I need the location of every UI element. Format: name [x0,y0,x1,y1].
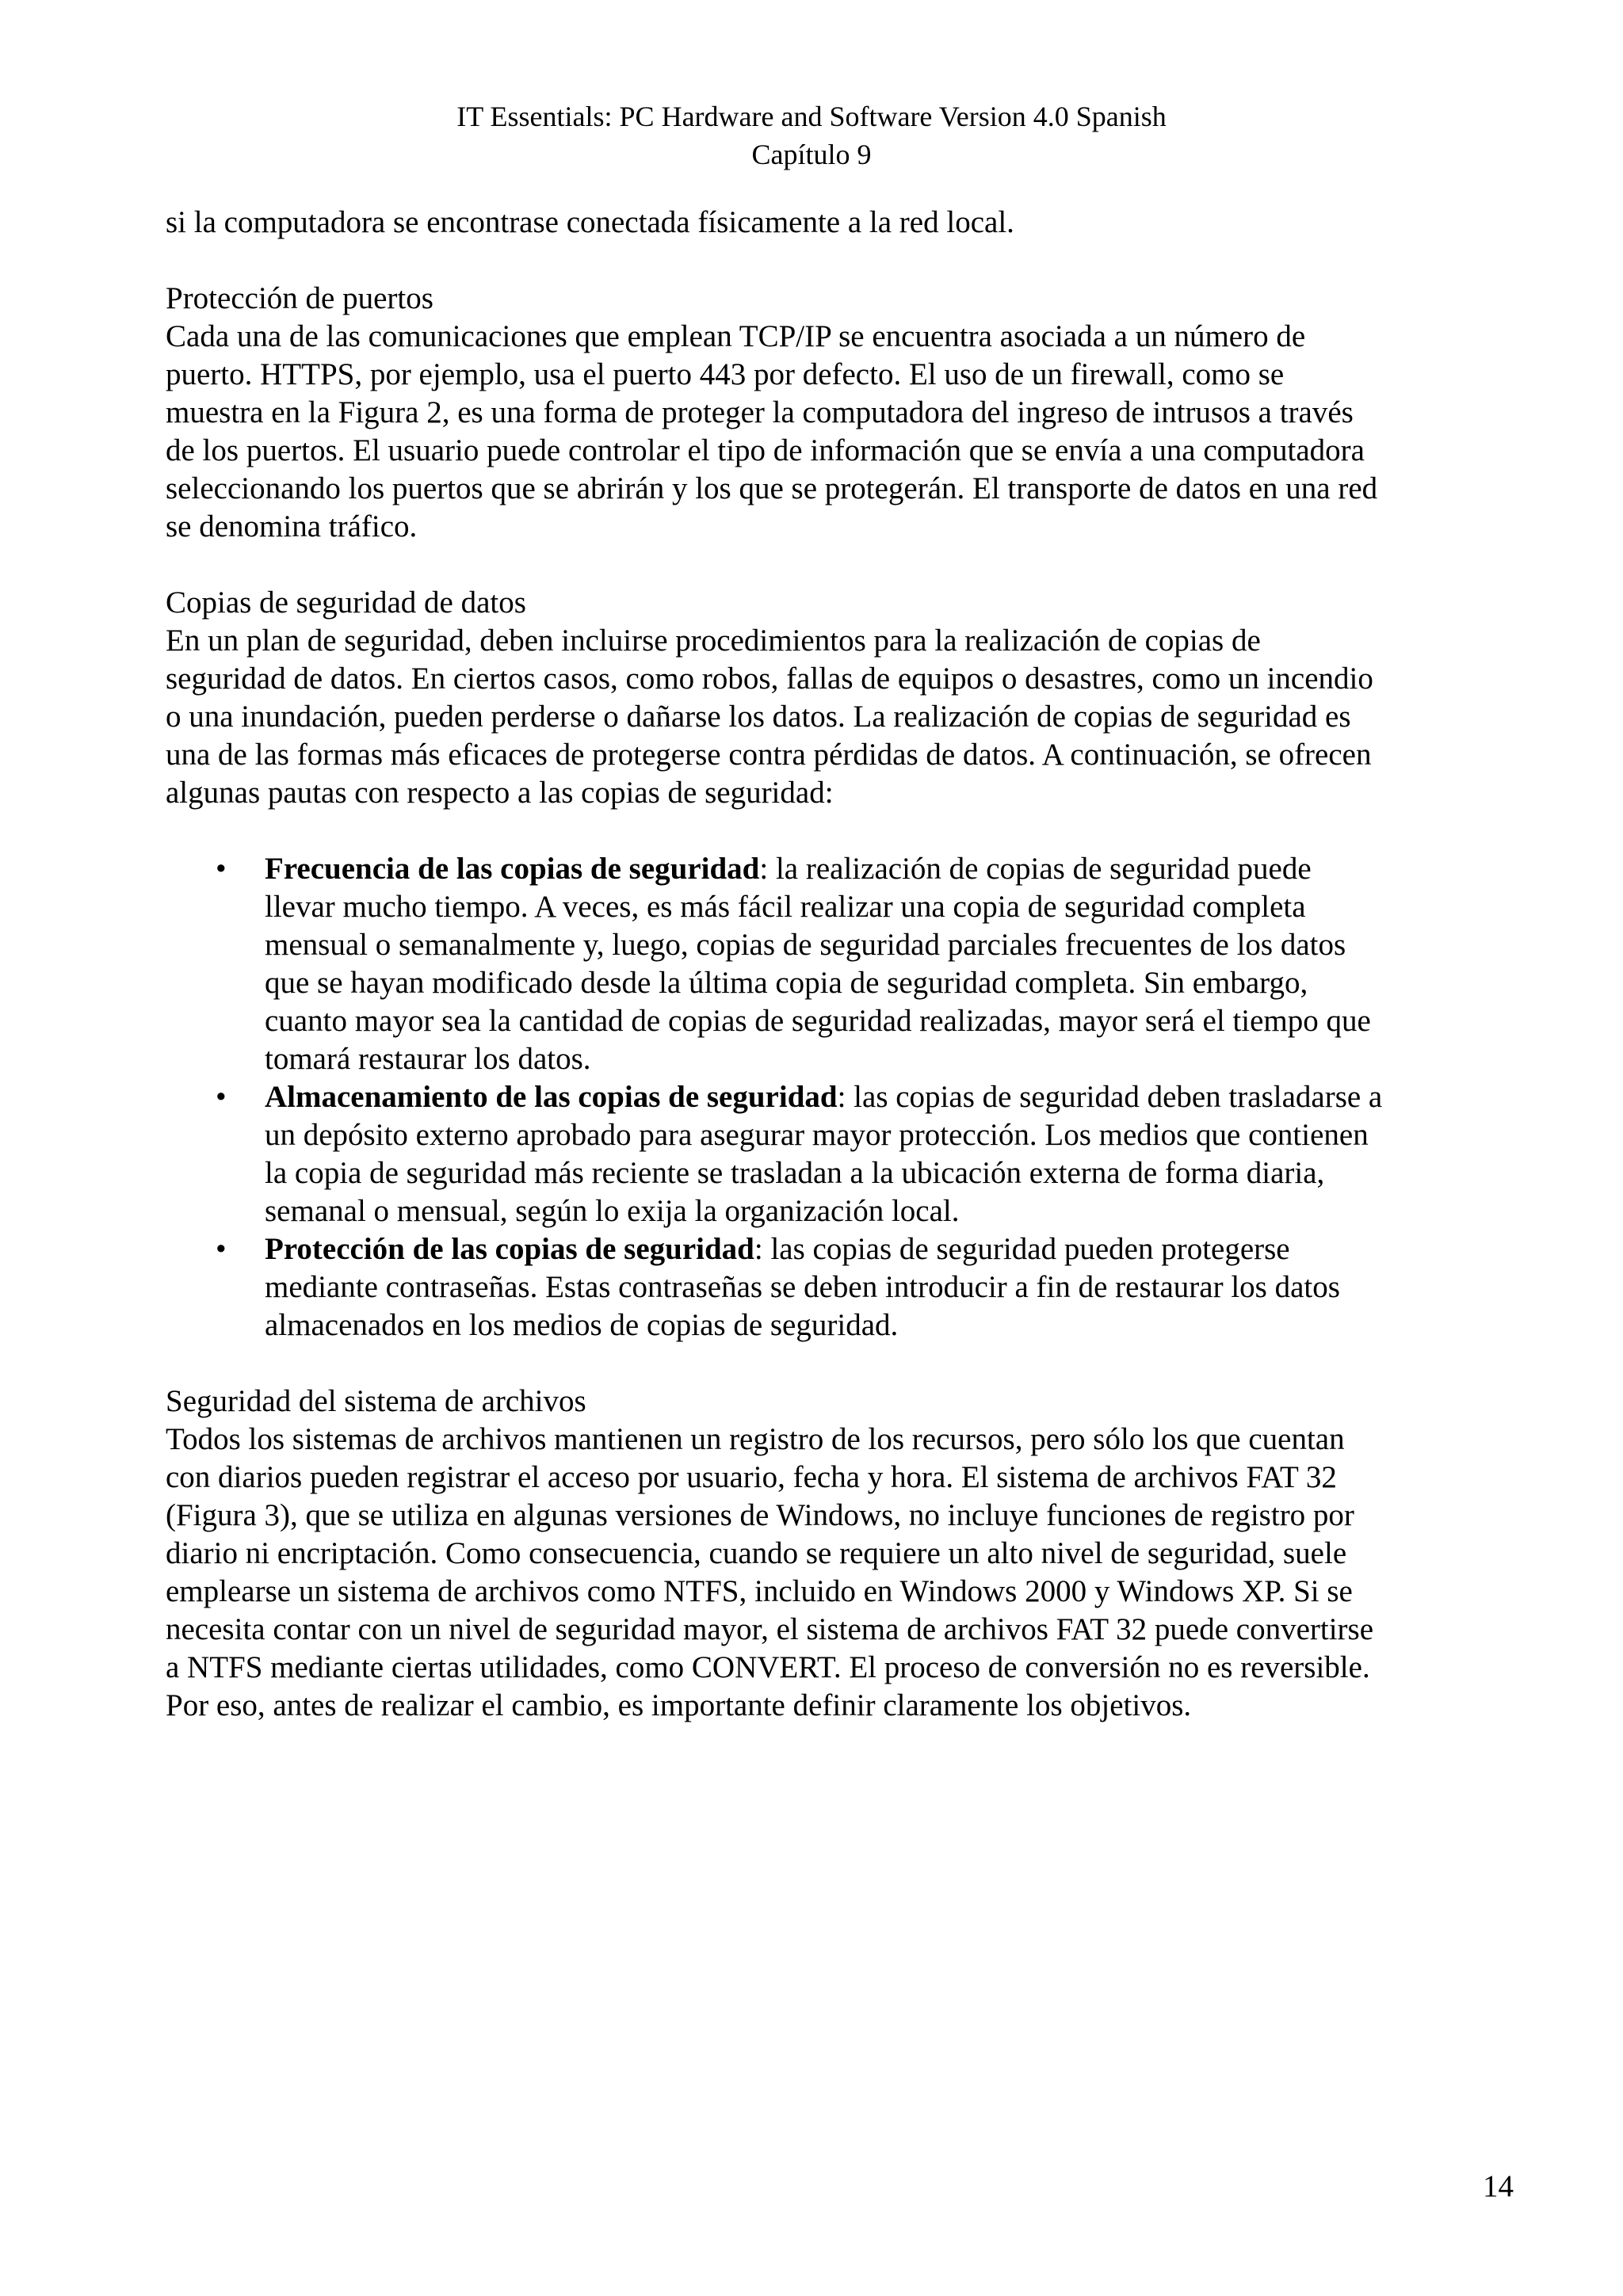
list-item-term: Almacenamiento de las copias de seguridad [265,1080,838,1114]
page-body [166,204,1386,1725]
paragraph-gap [166,242,1386,280]
list-item [166,1078,1386,1230]
port-protection-paragraph: Cada una de las comunicaciones que emplean TCP/IP se encuentra asociada a un número de puerto. HTTPS, por ejemplo, usa el puerto 443 por defecto. El uso de un firewall, como se muestra en la Figura 2, es una forma de proteger la computadora del ingreso de intrusos a través de los puertos. El usuario puede controlar el tipo de información que se envía a una computadora seleccionando los puertos que se abrirán y los que se protegerán. El transporte de datos en una red se denomina tráfico. [166,319,1378,543]
bullet-icon: • [216,852,227,886]
section-heading-file-system-security: Seguridad del sistema de archivos [166,1384,586,1418]
list-item [166,850,1386,1078]
list-item-term: Frecuencia de las copias de seguridad [265,852,760,886]
backup-guidelines-list [166,850,1386,1344]
document-title: IT Essentials: PC Hardware and Software Version 4.0 Spanish [456,101,1167,132]
bullet-icon: • [216,1080,227,1114]
list-item-text: : la realización de copias de seguridad puede llevar mucho tiempo. A veces, es más fácil realizar una copia de seguridad completa mensual o semanalmente y, luego, copias de seguridad parciales frecuentes de los datos que se hayan modificado desde la última copia de seguridad completa. Sin embargo, cuanto mayor sea la cantidad de copias de seguridad realizadas, mayor será el tiempo que tomará restaurar los datos. [265,852,1371,1076]
continuation-paragraph: si la computadora se encontrase conectada físicamente a la red local. [166,205,1014,239]
paragraph-gap [166,812,1386,850]
page-header [0,97,1623,174]
file-system-security-paragraph: Todos los sistemas de archivos mantienen un registro de los recursos, pero sólo los que cuentan con diarios pueden registrar el acceso por usuario, fecha y hora. El sistema de archivos FAT 32 (Figura 3), que se utiliza en algunas versiones de Windows, no incluye funciones de registro por diario ni encriptación. Como consecuencia, cuando se requiere un alto nivel de seguridad, suele emplearse un sistema de archivos como NTFS, incluido en Windows 2000 y Windows XP. Si se necesita contar con un nivel de seguridad mayor, el sistema de archivos FAT 32 puede convertirse a NTFS mediante ciertas utilidades, como CONVERT. El proceso de conversión no es reversible. Por eso, antes de realizar el cambio, es importante definir claramente los objetivos. [166,1422,1374,1722]
section-heading-data-backups: Copias de seguridad de datos [166,585,526,620]
list-item [166,1230,1386,1344]
data-backups-paragraph: En un plan de seguridad, deben incluirse procedimientos para la realización de copias de seguridad de datos. En ciertos casos, como robos, fallas de equipos o desastres, como un incendio o una inundación, pueden perderse o dañarse los datos. La realización de copias de seguridad es una de las formas más eficaces de protegerse contra pérdidas de datos. A continuación, se ofrecen algunas pautas con respecto a las copias de seguridad: [166,624,1373,810]
list-item-text: : las copias de seguridad pueden protegerse mediante contraseñas. Estas contraseñas se deben introducir a fin de restaurar los datos almacenados en los medios de copias de seguridad. [265,1232,1340,1342]
paragraph-gap [166,1344,1386,1383]
section-heading-port-protection: Protección de puertos [166,281,433,315]
bullet-icon: • [216,1232,227,1266]
list-item-text: : las copias de seguridad deben trasladarse a un depósito externo aprobado para asegurar mayor protección. Los medios que contienen la copia de seguridad más reciente se trasladan a la ubicación externa de forma diaria, semanal o mensual, según lo exija la organización local. [265,1080,1383,1228]
chapter-label: Capítulo 9 [751,139,872,170]
paragraph-gap [166,546,1386,584]
page-number: 14 [1483,2169,1514,2203]
list-item-term: Protección de las copias de seguridad [265,1232,754,1266]
